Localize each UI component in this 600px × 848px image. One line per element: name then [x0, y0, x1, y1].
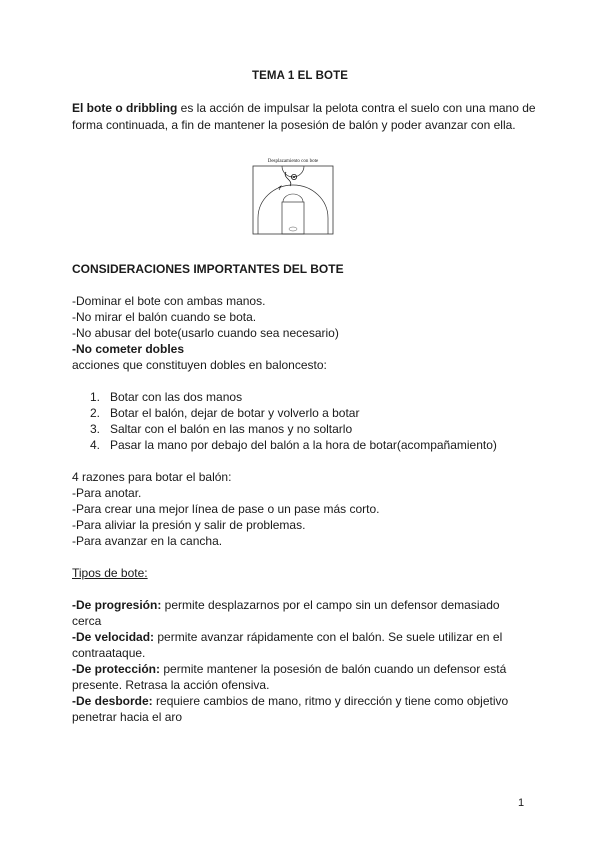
tipo-term: -De progresión: — [72, 598, 162, 612]
consideration-item: -No abusar del bote(usarlo cuando sea necesario) — [72, 326, 339, 340]
razon-item: -Para crear una mejor línea de pase o un pase más corto. — [72, 502, 380, 516]
consideration-item: -No mirar el balón cuando se bota. — [72, 310, 257, 324]
tipo-item — [72, 661, 532, 693]
tipo-item — [72, 597, 532, 629]
tipo-desc: permite mantener la posesión de balón cuando un defensor está presente. Retrasa la acción ofensiva. — [72, 662, 507, 692]
dobles-list — [90, 389, 497, 453]
list-number: 2. — [90, 406, 101, 420]
considerations-after: acciones que constituyen dobles en baloncesto: — [72, 358, 327, 372]
razon-item: -Para avanzar en la cancha. — [72, 534, 223, 548]
ball-marker — [293, 176, 295, 178]
list-item — [90, 389, 497, 405]
page-title: TEMA 1 EL BOTE — [252, 70, 348, 82]
list-text: Botar el balón, dejar de botar y volverlo a botar — [110, 406, 360, 420]
three-point-line — [258, 185, 328, 234]
considerations-heading: CONSIDERACIONES IMPORTANTES DEL BOTE — [72, 262, 344, 276]
list-text: Saltar con el balón en las manos y no soltarlo — [110, 422, 353, 436]
list-number: 3. — [90, 422, 101, 436]
list-item — [90, 421, 497, 437]
list-text: Botar con las dos manos — [110, 390, 243, 404]
tipo-item — [72, 693, 532, 725]
tipo-term: -De desborde: — [72, 694, 153, 708]
intro-text: es la acción de impulsar la pelota contra el suelo con una mano de forma continuada, a fin de mantener la posesión de balón y poder avanzar con ella. — [72, 101, 536, 132]
tipo-term: -De protección: — [72, 662, 161, 676]
list-number: 4. — [90, 438, 101, 452]
tipo-desc: requiere cambios de mano, ritmo y dirección y tiene como objetivo penetrar hacia el aro — [72, 694, 509, 724]
tipo-item — [72, 629, 532, 661]
figure-caption: Desplazamiento con bote — [267, 159, 319, 164]
tipos-heading: Tipos de bote: — [72, 566, 148, 580]
page-number: 1 — [518, 797, 525, 809]
tipos-heading-wrap — [72, 565, 148, 581]
razon-item: -Para aliviar la presión y salir de problemas. — [72, 518, 306, 532]
list-item — [90, 437, 497, 453]
consideration-bold-item: -No cometer dobles — [72, 342, 185, 356]
tipo-desc: permite desplazarnos por el campo sin un defensor demasiado cerca — [72, 598, 500, 628]
free-throw-arc — [283, 194, 303, 202]
intro-bold-term: El bote o dribbling — [72, 101, 178, 115]
tipo-desc: permite avanzar rápidamente con el balón. Se suele utilizar en el contraataque. — [72, 630, 503, 660]
list-text: Pasar la mano por debajo del balón a la hora de botar(acompañamiento) — [110, 438, 497, 452]
basket — [289, 227, 297, 231]
basketball-court-figure — [250, 156, 336, 236]
list-number: 1. — [90, 390, 101, 404]
considerations-list — [72, 293, 339, 373]
list-item — [90, 405, 497, 421]
razones-heading: 4 razones para botar el balón: — [72, 470, 232, 484]
court-outline — [253, 166, 333, 234]
tipos-list — [72, 597, 532, 725]
razon-item: -Para anotar. — [72, 486, 142, 500]
tipo-term: -De velocidad: — [72, 630, 155, 644]
intro-paragraph — [72, 100, 537, 134]
key-area — [282, 202, 304, 234]
movement-arrow — [278, 186, 281, 190]
consideration-item: -Dominar el bote con ambas manos. — [72, 294, 266, 308]
razones-section — [72, 469, 380, 549]
